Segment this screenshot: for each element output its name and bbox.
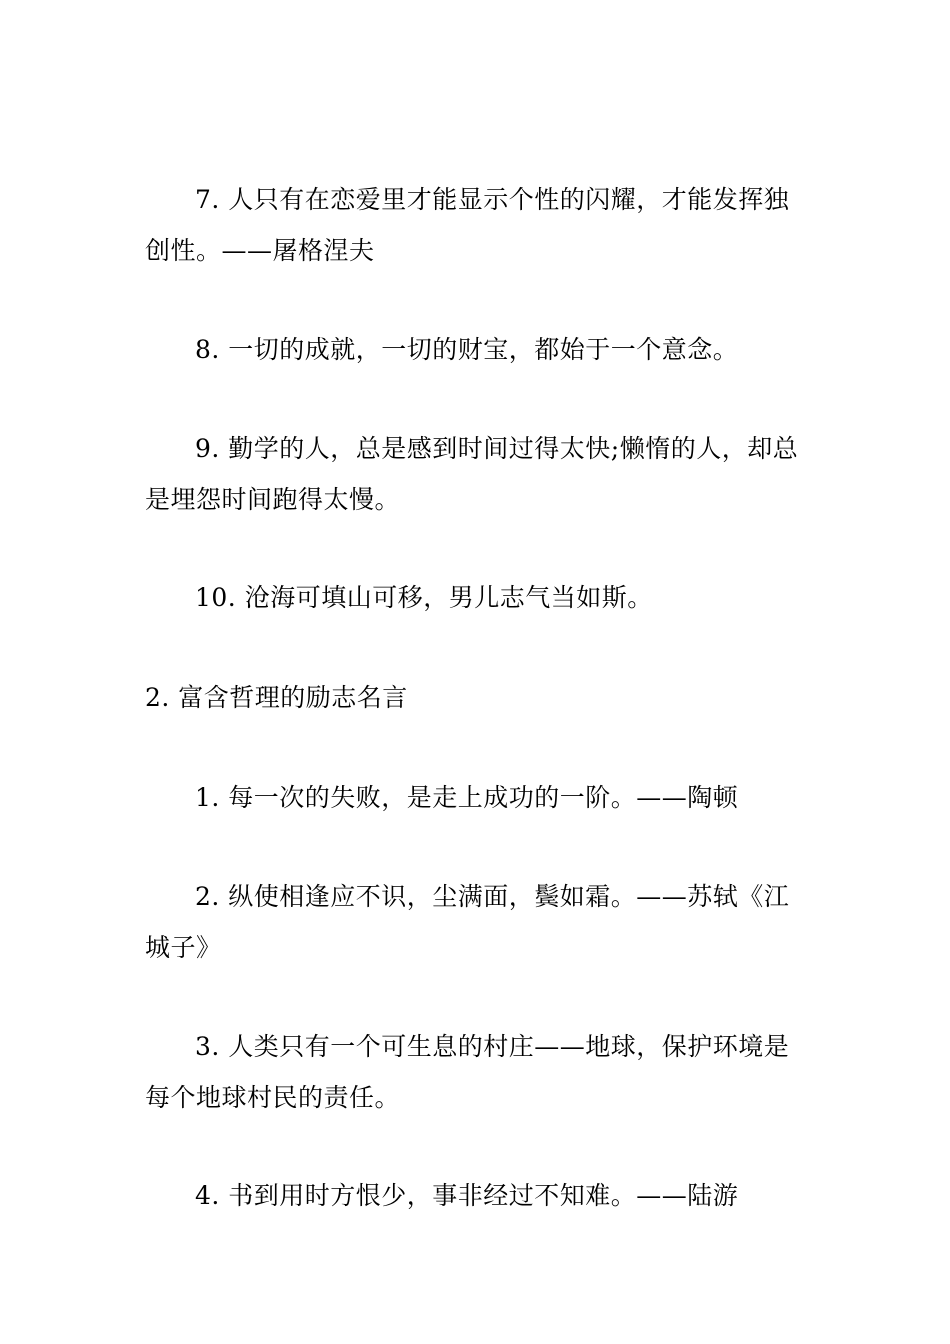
section2-quote-1: 1. 每一次的失败，是走上成功的一阶。——陶顿 <box>195 783 739 812</box>
section2-quote-2: 2. 纵使相逢应不识，尘满面，鬓如霜。——苏轼《江城子》 <box>145 882 790 962</box>
section2-quote-4: 4. 书到用时方恨少，事非经过不知难。——陆游 <box>195 1181 739 1210</box>
quote-7: 7. 人只有在恋爱里才能显示个性的闪耀，才能发挥独创性。——屠格涅夫 <box>145 185 790 265</box>
section-heading: 2. 富含哲理的励志名言 <box>145 683 408 712</box>
quote-9: 9. 勤学的人，总是感到时间过得太快;懒惰的人，却总是埋怨时间跑得太慢。 <box>145 434 799 514</box>
section2-quote-3: 3. 人类只有一个可生息的村庄——地球，保护环境是每个地球村民的责任。 <box>145 1032 790 1112</box>
quote-8: 8. 一切的成就，一切的财宝，都始于一个意念。 <box>195 335 739 364</box>
quote-10: 10. 沧海可填山可移，男儿志气当如斯。 <box>195 583 653 612</box>
